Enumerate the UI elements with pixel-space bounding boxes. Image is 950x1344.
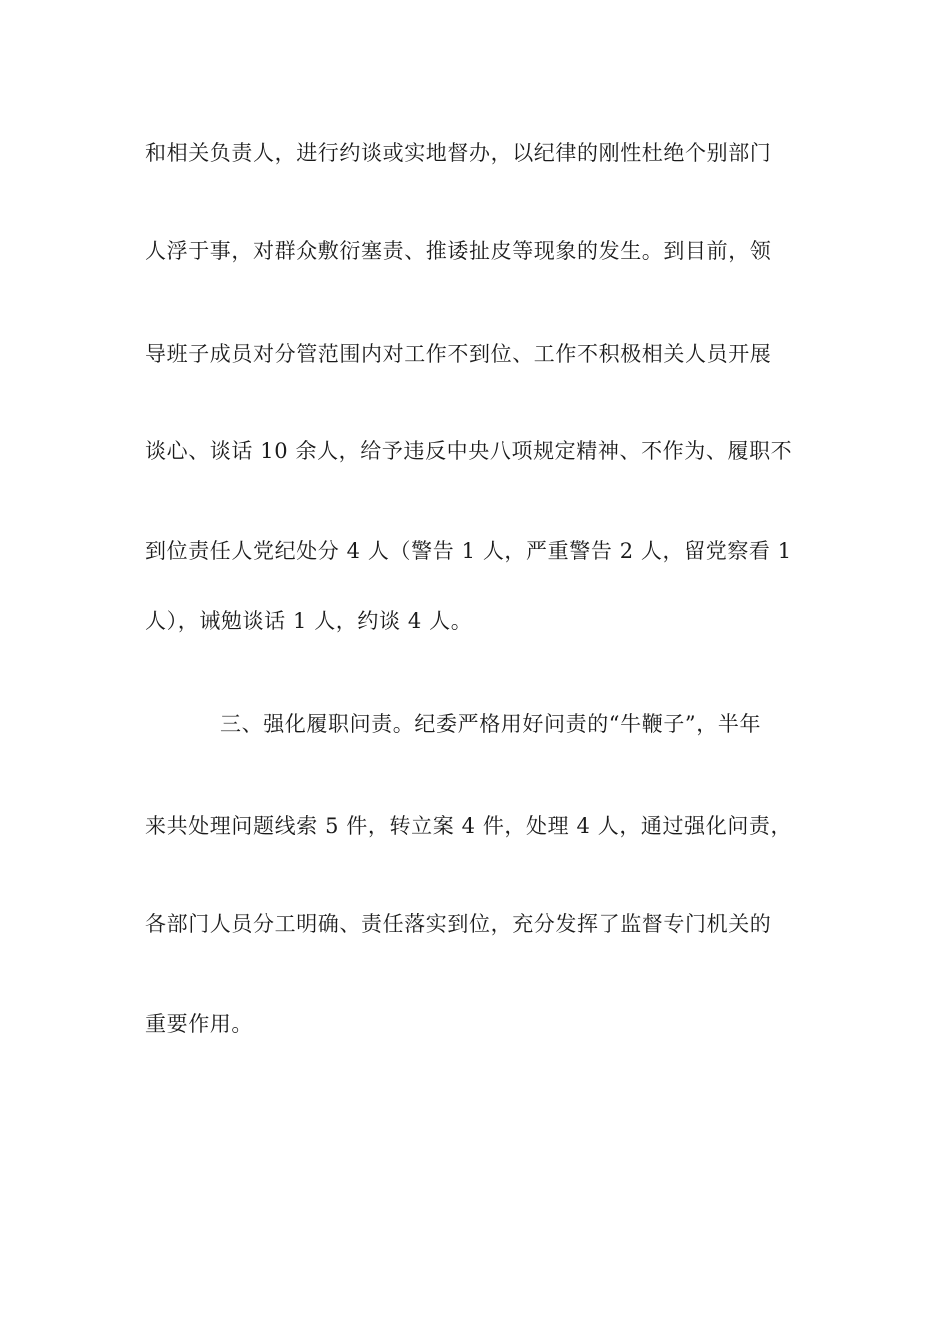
text-line-3: 导班子成员对分管范围内对工作不到位、工作不积极相关人员开展 — [145, 342, 772, 366]
text-line-5: 到位责任人党纪处分 4 人（警告 1 人，严重警告 2 人，留党察看 1 — [145, 539, 792, 563]
text-line-1: 和相关负责人，进行约谈或实地督办，以纪律的刚性杜绝个别部门 — [145, 141, 772, 165]
text-line-9: 各部门人员分工明确、责任落实到位，充分发挥了监督专门机关的 — [145, 912, 772, 936]
section-heading-line: 三、强化履职问责。纪委严格用好问责的“牛鞭子”，半年 — [220, 712, 762, 736]
text-line-2: 人浮于事，对群众敷衍塞责、推诿扯皮等现象的发生。到目前，领 — [145, 239, 772, 263]
text-line-8: 来共处理问题线索 5 件，转立案 4 件，处理 4 人，通过强化问责， — [145, 814, 793, 838]
text-line-6: 人），诫勉谈话 1 人，约谈 4 人。 — [145, 609, 473, 633]
text-line-4: 谈心、谈话 10 余人，给予违反中央八项规定精神、不作为、履职不 — [145, 439, 793, 463]
text-line-10: 重要作用。 — [145, 1012, 253, 1036]
